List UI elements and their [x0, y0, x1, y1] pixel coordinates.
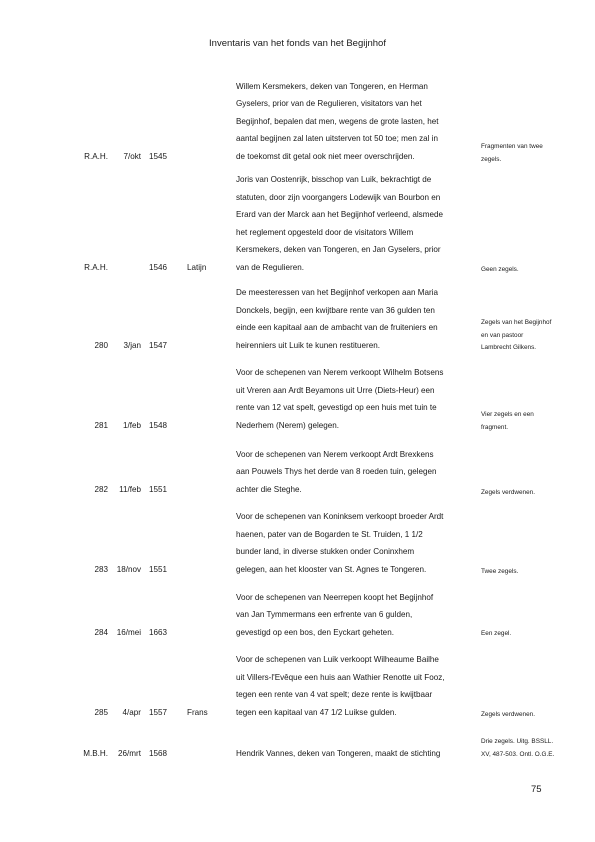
description-line: Willem Kersmekers, deken van Tongeren, en Herman: [236, 81, 428, 91]
description-line: Begijnhof, bepalen dat men, wegens de grote lasten, het: [236, 116, 439, 126]
entry-description: [236, 651, 472, 721]
description-line: Nederhem (Nerem) gelegen.: [236, 420, 340, 430]
description-line: gevestigd op een bos, den Eyckart geheten.: [236, 627, 394, 637]
entry-date: 16/mei: [116, 627, 141, 637]
description-line: tegen een rente van 4 vat spelt; deze rente is kwijtbaar: [236, 690, 433, 700]
description-line: uit Villers-l'Evêque een huis aan Wathier Renotte uit Fooz,: [236, 672, 445, 682]
description-line: Gyselers, prior van de Regulieren, visitators van het: [236, 99, 422, 109]
entry-note: [481, 628, 591, 641]
entry-description: [236, 284, 472, 354]
entry-reference: 283: [94, 564, 108, 574]
entry-note: [481, 141, 591, 166]
entry-description: [236, 446, 472, 499]
entry-reference: 282: [94, 484, 108, 494]
entry-description: [236, 745, 472, 763]
note-line: Drie zegels. Uitg. BSSLL.: [481, 738, 554, 745]
description-line: Kersmekers, deken van Tongeren, en Jan Gyselers, prior: [236, 245, 441, 255]
entry-date: 26/mrt: [118, 748, 141, 758]
entry-reference: 284: [94, 627, 108, 637]
entry-date: 3/jan: [123, 340, 141, 350]
page-number: 75: [531, 784, 542, 795]
description-line: aan Pouwels Thys het derde van 8 roeden tuin, gelegen: [236, 467, 437, 477]
note-line: Lambrecht Gilkens.: [481, 344, 537, 351]
note-line: XV, 487-503. Ontl. O.G.E.: [481, 750, 555, 758]
note-line: Zegels verdwenen.: [481, 711, 535, 718]
description-line: rente van 12 vat spelt, gevestigd op een huis met tuin te: [236, 403, 437, 413]
entry-year: 1551: [149, 564, 168, 574]
entry-date: 11/feb: [119, 484, 141, 494]
entry-description: [236, 364, 472, 434]
entry-reference: R.A.H.: [84, 262, 108, 272]
description-line: heirenniers uit Luik te kunen restitueren.: [236, 340, 380, 350]
note-line: Vier zegels en een: [481, 411, 534, 418]
entry-year: 1546: [149, 262, 168, 272]
description-line: van Jan Tymmermans een erfrente van 6 gulden,: [236, 610, 413, 620]
entry-year: 1663: [149, 627, 168, 637]
entry-date: 18/nov: [116, 564, 141, 574]
entry-language: Latijn: [187, 262, 207, 272]
note-line: Zegels verdwenen.: [481, 489, 535, 496]
entry-reference: M.B.H.: [83, 748, 108, 758]
description-line: Joris van Oostenrijk, bisschop van Luik, bekrachtigt de: [236, 175, 432, 184]
note-line: Een zegel.: [481, 630, 512, 637]
description-line: haenen, pater van de Bogarden te St. Truiden, 1 1/2: [236, 529, 423, 539]
entry-description: [236, 589, 472, 642]
description-line: tegen een kapitaal van 47 1/2 Luikse gulden.: [236, 707, 397, 717]
entry-language: Frans: [187, 707, 208, 717]
entry-note: [481, 736, 591, 761]
description-line: Donckels, begijn, een kwijtbare rente van 36 gulden ten: [236, 305, 435, 315]
description-line: bunder land, in diverse stukken onder Coninxhem: [236, 547, 415, 557]
entry-note: [481, 264, 591, 277]
entry-description: [236, 78, 472, 166]
description-line: de toekomst dit getal ook niet meer overschrijden.: [236, 151, 415, 161]
entry-year: 1568: [149, 748, 168, 758]
description-line: uit Vreren aan Ardt Beyamons uit Urre (Diets-Heur) een: [236, 385, 435, 395]
entry-note: [481, 566, 591, 579]
entry-date: 1/feb: [122, 420, 141, 430]
entry-reference: 280: [94, 340, 108, 350]
note-line: Fragmenten van twee: [481, 143, 543, 150]
entry-date: 7/okt: [123, 151, 141, 161]
entry-note: [481, 317, 591, 355]
entry-note: [481, 709, 591, 722]
entry-reference: R.A.H.: [84, 151, 108, 161]
description-line: gelegen, aan het klooster van St. Agnes te Tongeren.: [236, 564, 427, 574]
entry-reference: 285: [94, 707, 108, 717]
description-line: statuten, door zijn voorgangers Lodewijk van Bourbon en: [236, 192, 441, 202]
note-line: en van pastoor: [481, 331, 524, 339]
description-line: De meesteressen van het Begijnhof verkopen aan Maria: [236, 288, 439, 298]
entry-year: 1547: [149, 340, 168, 350]
entry-description: [236, 508, 472, 578]
entry-note: [481, 487, 591, 500]
entry-year: 1548: [149, 420, 168, 430]
description-line: Voor de schepenen van Koninksem verkoopt broeder Ardt: [236, 512, 444, 522]
description-line: Voor de schepenen van Nerem verkoopt Wilhelm Botsens: [236, 368, 444, 378]
note-line: zegels.: [481, 155, 502, 163]
entry-reference: 281: [94, 420, 108, 430]
note-line: Geen zegels.: [481, 266, 519, 273]
entry-date: 4/apr: [122, 707, 141, 717]
description-line: Voor de schepenen van Nerem verkoopt Ardt Brexkens: [236, 449, 434, 459]
description-line: achter die Steghe.: [236, 484, 302, 494]
description-line: aantal begijnen zal laten uitsterven tot 50 toe; men zal in: [236, 134, 439, 144]
entry-description: [236, 171, 472, 277]
description-line: Erard van der Marck aan het Begijnhof verleend, alsmede: [236, 210, 443, 220]
description-line: het reglement opgesteld door de visitators Willem: [236, 227, 414, 237]
entry-year: 1545: [149, 151, 168, 161]
description-line: Voor de schepenen van Luik verkoopt Wilheaume Bailhe: [236, 655, 439, 665]
description-line: einde een kapitaal aan de ambacht van de fruiteniers en: [236, 323, 438, 333]
entry-year: 1551: [149, 484, 168, 494]
description-line: Hendrik Vannes, deken van Tongeren, maakt de stichting: [236, 749, 441, 758]
description-line: Voor de schepenen van Neerrepen koopt het Begijnhof: [236, 592, 434, 602]
description-line: van de Regulieren.: [236, 262, 304, 272]
page-header: Inventaris van het fonds van het Begijnhof: [209, 38, 386, 49]
entry-year: 1557: [149, 707, 168, 717]
note-line: Twee zegels.: [481, 568, 519, 575]
note-line: Zegels van het Begijnhof: [481, 319, 552, 326]
entry-note: [481, 409, 591, 434]
note-line: fragment.: [481, 423, 508, 431]
